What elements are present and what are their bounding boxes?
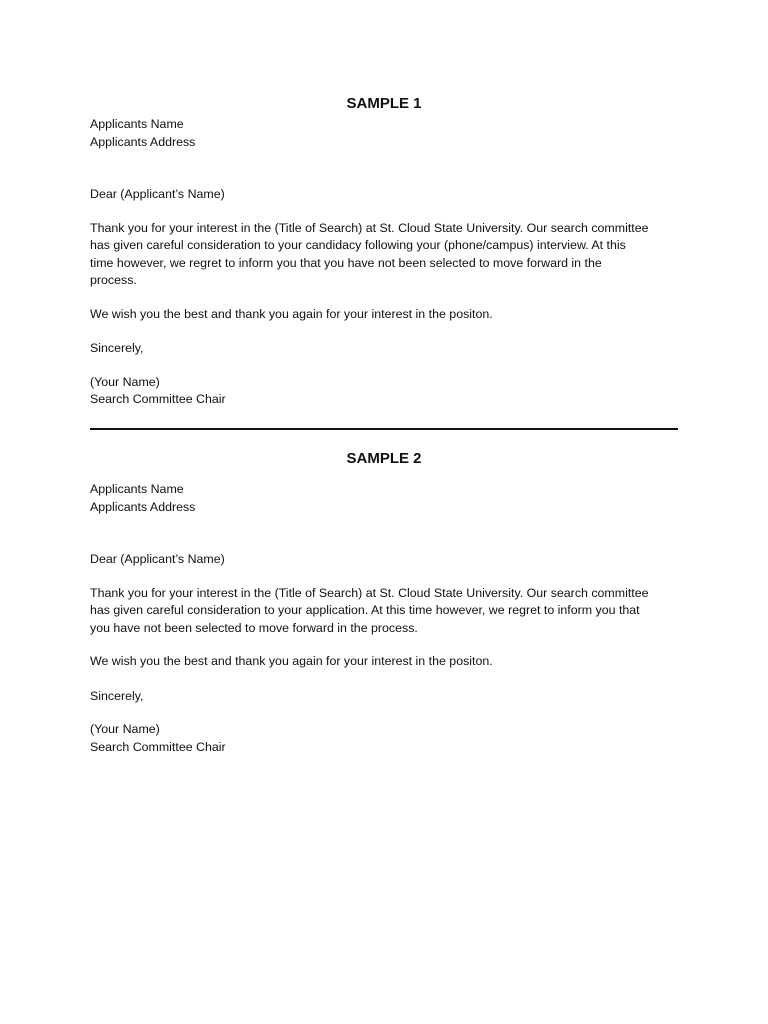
sample-1-body-line: Thank you for your interest in the (Title of Search) at St. Cloud State University. Our search committee — [90, 220, 649, 235]
sample-1-body-line: has given careful consideration to your candidacy following your (phone/campus) interview. At this — [90, 238, 626, 252]
sample-2-applicant-name: Applicants Name — [90, 482, 184, 496]
sample-2-body-line: has given careful consideration to your application. At this time however, we regret to inform you that — [90, 603, 640, 617]
sample-2-applicant-address: Applicants Address — [90, 499, 196, 514]
sample-2-signer-title: Search Committee Chair — [90, 739, 226, 754]
sample-2-signer-name: (Your Name) — [90, 722, 160, 736]
section-divider — [90, 428, 678, 430]
sample-1-signer-title: Search Committee Chair — [90, 392, 226, 406]
sample-1-applicant-name: Applicants Name — [90, 117, 184, 131]
sample-1-signer-name: (Your Name) — [90, 374, 160, 389]
sample-1-salutation: Dear (Applicant’s Name) — [90, 187, 225, 201]
sample-1-body-paragraph — [90, 220, 678, 290]
sample-1-signoff: Sincerely, — [90, 341, 144, 355]
sample-2-body-paragraph — [90, 585, 678, 638]
sample-2-body-line: Thank you for your interest in the (Title of Search) at St. Cloud State University. Our search committee — [90, 585, 649, 600]
sample-2-heading: SAMPLE 2 — [346, 450, 422, 467]
sample-2-salutation: Dear (Applicant’s Name) — [90, 552, 225, 566]
sample-2-signoff: Sincerely, — [90, 688, 144, 703]
sample-1-body-line: time however, we regret to inform you that you have not been selected to move forward in the — [90, 255, 602, 270]
sample-1-applicant-address: Applicants Address — [90, 134, 196, 149]
sample-1-letter — [90, 94, 678, 409]
sample-1-closing-line: We wish you the best and thank you again for your interest in the positon. — [90, 306, 493, 321]
sample-1-heading: SAMPLE 1 — [346, 95, 422, 112]
sample-2-letter — [90, 449, 678, 756]
sample-2-body-line: you have not been selected to move forward in the process. — [90, 620, 418, 635]
sample-1-body-line: process. — [90, 273, 137, 287]
sample-2-closing-line: We wish you the best and thank you again for your interest in the positon. — [90, 654, 493, 668]
